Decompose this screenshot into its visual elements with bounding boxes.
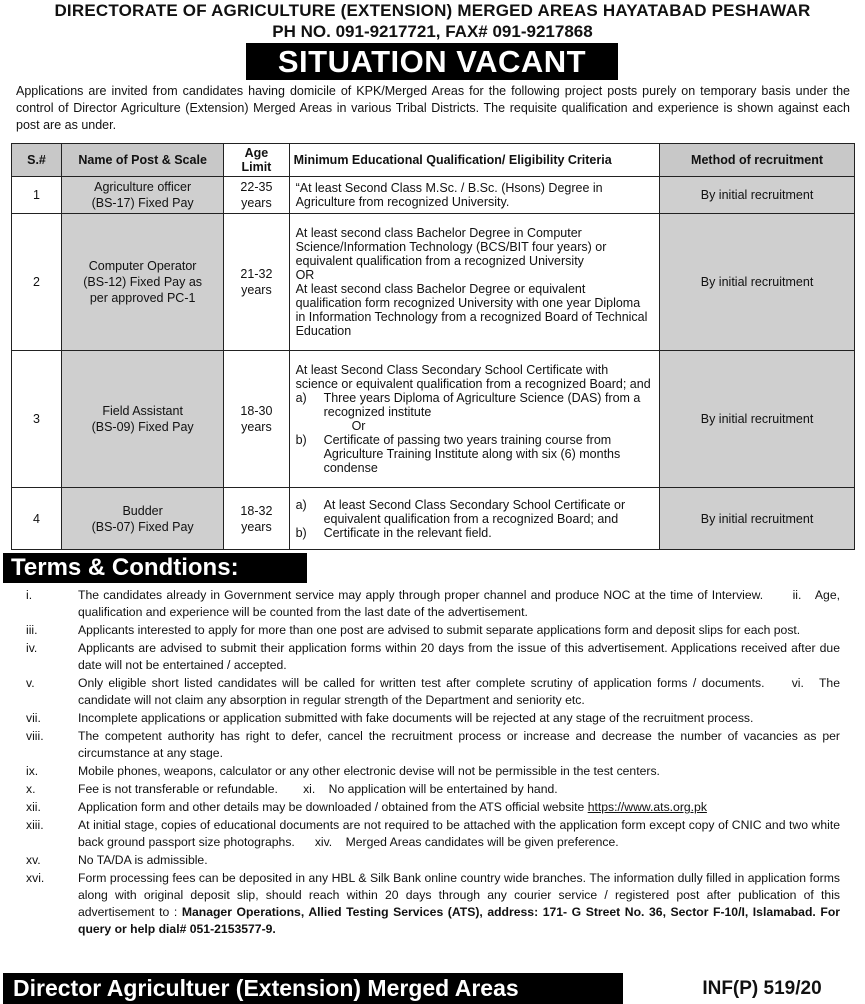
- term-text: [78, 817, 840, 851]
- qualification-option-1: At least second class Bachelor Degree in Computer Science/Information Technology (BCS/BIT four years) or equivalent qualification from a recognized University: [295, 226, 607, 268]
- row-method: By initial recruitment: [660, 351, 855, 488]
- qualification-sub-a: [296, 391, 653, 419]
- term-item: [14, 781, 840, 798]
- term-inline-number: xiv.: [314, 835, 333, 849]
- row-method: By initial recruitment: [660, 177, 855, 214]
- term-text: [78, 799, 840, 816]
- ats-address: Manager Operations, Allied Testing Services (ATS), address: 171- G Street No. 36, Sector F-10/I, Islamabad.: [181, 905, 816, 919]
- row-post: [62, 177, 224, 214]
- sub-label: a): [295, 497, 307, 512]
- post-name: Computer Operator: [88, 259, 197, 273]
- qualification-sub-b: [296, 433, 653, 475]
- situation-vacant-banner: SITUATION VACANT: [246, 43, 618, 80]
- term-number: xvi.: [26, 871, 45, 885]
- term-number: viii.: [26, 729, 44, 743]
- header-post: Name of Post & Scale: [62, 144, 224, 177]
- age-unit: years: [241, 283, 272, 297]
- age-range: 21-32: [240, 267, 273, 281]
- term-inline-text: Age, qualification and experience will be counted from the last date of the advertisement.: [78, 588, 840, 619]
- row-qualification: [289, 214, 659, 351]
- table-row: [12, 351, 855, 488]
- row-age: [224, 488, 289, 550]
- post-scale: (BS-17) Fixed Pay: [91, 196, 194, 210]
- term-item: [14, 763, 840, 780]
- term-number: i.: [26, 588, 33, 602]
- term-inline-number: ii.: [792, 588, 802, 602]
- term-item: [14, 622, 840, 639]
- post-scale: (BS-07) Fixed Pay: [91, 519, 194, 534]
- term-text: [78, 587, 840, 621]
- term-text: [78, 870, 840, 938]
- term-text: Mobile phones, weapons, calculator or any other electronic devise will not be permissible in the test centers.: [78, 764, 660, 778]
- term-item: [14, 799, 840, 816]
- table-row: [12, 177, 855, 214]
- term-main-text: Form processing fees can be deposited in any HBL & Silk Bank online country wide branches. The information dully filled in application forms along with original deposit slip, should reach within 20 days through any courier service / registered post after publication of this advertisement to :: [78, 871, 840, 919]
- row-method: By initial recruitment: [660, 214, 855, 351]
- sub-label: b): [295, 525, 307, 540]
- term-text: The competent authority has right to defer, cancel the recruitment process or increase and decrease the number of vacancies as per circumstance at any stage.: [78, 729, 840, 760]
- row-post: [62, 351, 224, 488]
- terms-heading: Terms & Condtions:: [3, 553, 307, 583]
- sub-label: a): [295, 391, 307, 405]
- qualification-sub-a: [296, 498, 653, 526]
- directorate-title: DIRECTORATE OF AGRICULTURE (EXTENSION) MERGED AREAS HAYATABAD PESHAWAR: [54, 1, 811, 20]
- qualification-base: At least Second Class Secondary School Certificate with science or equivalent qualification from a recognized Board; and: [295, 363, 651, 391]
- term-inline-number: vi.: [791, 676, 804, 690]
- sub-text: Certificate of passing two years training course from Agriculture Training Institute along with six (6) months condense: [323, 433, 621, 475]
- age-unit: years: [241, 420, 272, 434]
- term-main-text: Application form and other details may be downloaded / obtained from the ATS official website: [78, 800, 585, 814]
- header-age: Age Limit: [224, 144, 289, 177]
- header-qualification: Minimum Educational Qualification/ Eligibility Criteria: [289, 144, 659, 177]
- term-inline-text: No application will be entertained by hand.: [328, 782, 558, 796]
- post-scale: (BS-12) Fixed Pay as: [83, 275, 203, 289]
- row-post: [62, 488, 224, 550]
- row-sno: 2: [12, 214, 62, 351]
- sub-text: At least Second Class Secondary School Certificate or equivalent qualification from a recognized Board; and: [323, 497, 626, 526]
- inf-reference: INF(P) 519/20: [702, 978, 822, 999]
- age-unit: years: [241, 196, 272, 210]
- term-number: x.: [26, 782, 36, 796]
- row-sno: 1: [12, 177, 62, 214]
- sub-label: b): [295, 433, 307, 447]
- qualification-or: OR: [295, 268, 315, 282]
- term-main-text: The candidates already in Government service may apply through proper channel and produce NOC at the time of Interview.: [78, 588, 764, 602]
- sub-text: Three years Diploma of Agriculture Science (DAS) from a recognized institute: [323, 391, 641, 419]
- term-text: [78, 675, 840, 709]
- term-item: [14, 675, 840, 709]
- row-sno: 3: [12, 351, 62, 488]
- intro-paragraph: Applications are invited from candidates having domicile of KPK/Merged Areas for the following project posts purely on temporary basis under the control of Director Agriculture (Extension) Merged Areas in various Tribal Districts. The requisite qualification and experience is shown against each post are as under.: [16, 84, 850, 132]
- issuing-authority: Director Agricultuer (Extension) Merged Areas: [3, 973, 623, 1004]
- term-item: [14, 852, 840, 869]
- qualification-sub-b: [296, 526, 653, 540]
- term-item: [14, 728, 840, 762]
- term-item: [14, 710, 840, 727]
- term-number: xv.: [26, 853, 41, 867]
- sub-text: Certificate in the relevant field.: [323, 525, 492, 540]
- term-text: No TA/DA is admissible.: [78, 853, 208, 867]
- term-number: xii.: [26, 800, 41, 814]
- age-range: 18-30: [240, 404, 273, 418]
- term-inline-number: xi.: [303, 782, 316, 796]
- row-age: [224, 351, 289, 488]
- term-item: [14, 870, 840, 938]
- post-name: Field Assistant: [102, 404, 183, 418]
- header-sno: S.#: [12, 144, 62, 177]
- row-age: [224, 214, 289, 351]
- row-sno: 4: [12, 488, 62, 550]
- row-qualification: [289, 488, 659, 550]
- posts-table: [11, 143, 855, 550]
- term-text: Applicants are advised to submit their application forms within 20 days from the issue of this advertisement. Applications received after due date will not be entertained / accepted.: [78, 641, 840, 672]
- table-header-row: [12, 144, 855, 177]
- term-item: [14, 640, 840, 674]
- term-item: [14, 817, 840, 851]
- query-helpline: For query or help dial# 051-2153577-9.: [78, 905, 841, 936]
- term-main-text: Only eligible short listed candidates will be called for written test after complete scrutiny of application forms / documents.: [78, 676, 765, 690]
- post-note: per approved PC-1: [89, 291, 196, 305]
- term-number: vii.: [26, 711, 41, 725]
- row-qualification: “At least Second Class M.Sc. / B.Sc. (Hsons) Degree in Agriculture from recognized University.: [289, 177, 659, 214]
- term-text: Applicants interested to apply for more than one post are advised to submit separate applications form and deposit slips for each post.: [78, 623, 801, 637]
- term-number: xiii.: [26, 818, 44, 832]
- qualification-or: Or: [351, 419, 366, 433]
- term-number: iii.: [26, 623, 38, 637]
- term-inline-text: Merged Areas candidates will be given preference.: [345, 835, 619, 849]
- age-range: 18-32: [240, 503, 273, 518]
- age-unit: years: [241, 519, 272, 534]
- term-item: [14, 587, 840, 621]
- term-main-text: Fee is not transferable or refundable.: [78, 782, 278, 796]
- terms-list: [14, 587, 840, 939]
- header-method: Method of recruitment: [660, 144, 855, 177]
- row-age: [224, 177, 289, 214]
- post-name: Budder: [122, 503, 163, 518]
- qualification-option-2: At least second class Bachelor Degree or equivalent qualification form recognized University with one year Diploma in Information Technology from a recognized Board of Technical Education: [295, 282, 648, 338]
- term-text: [78, 781, 840, 798]
- row-qualification: [289, 351, 659, 488]
- term-inline-text: The candidate will not claim any absorption in regular strength of the Department and seniority etc.: [78, 676, 840, 707]
- term-number: iv.: [26, 641, 38, 655]
- row-method: By initial recruitment: [660, 488, 855, 550]
- term-main-text: At initial stage, copies of educational documents are not required to be attached with the application form except copy of CNIC and two white back ground passport size photographs.: [78, 818, 840, 849]
- term-number: v.: [26, 676, 35, 690]
- term-number: ix.: [26, 764, 39, 778]
- contact-line: PH NO. 091-9217721, FAX# 091-9217868: [272, 22, 593, 41]
- row-post: [62, 214, 224, 351]
- post-name: Agriculture officer: [94, 180, 192, 194]
- age-range: 22-35: [240, 180, 273, 194]
- ats-website-link[interactable]: https://www.ats.org.pk: [587, 800, 707, 814]
- post-scale: (BS-09) Fixed Pay: [91, 420, 194, 434]
- table-row: [12, 214, 855, 351]
- term-text: Incomplete applications or application submitted with fake documents will be rejected at any stage of the recruitment process.: [78, 711, 754, 725]
- table-row: [12, 488, 855, 550]
